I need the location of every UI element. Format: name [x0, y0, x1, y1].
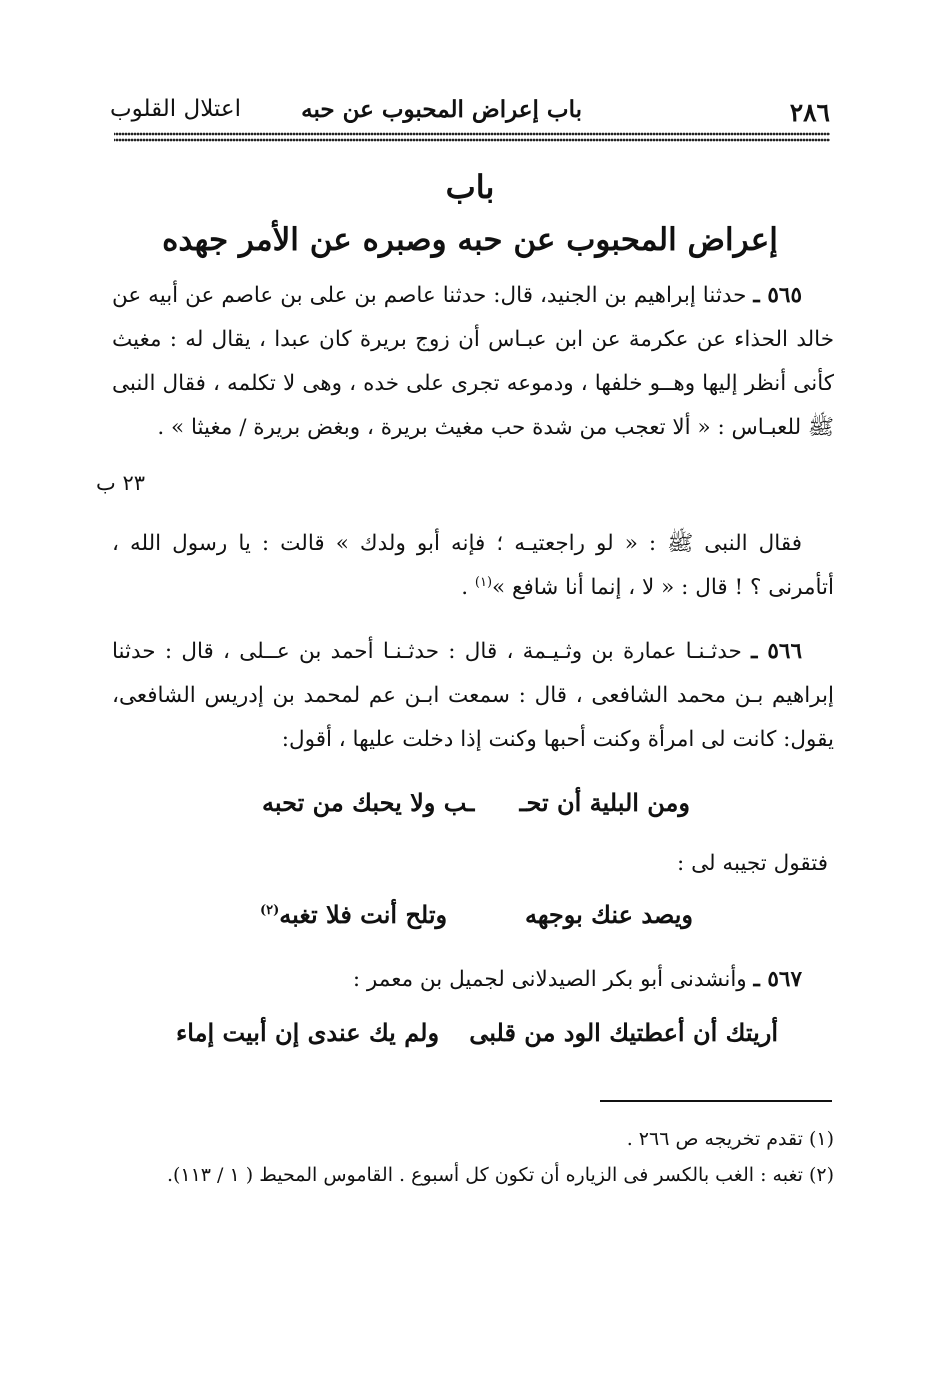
running-head — [110, 96, 830, 130]
hadith-number: ٥٦٥ ـ — [753, 283, 802, 308]
paragraph-567 — [112, 958, 834, 1002]
verse-1-first-hemistich: ومن البلية أن تحـ — [519, 788, 690, 817]
running-head-book-title: اعتلال القلوب — [110, 96, 241, 122]
verse-1-second-hemistich: ـب ولا يحبك من تحبه — [262, 788, 475, 817]
hadith-number: ٥٦٧ ـ — [753, 967, 802, 992]
verse-2-first-hemistich: ويصد عنك بوجهه — [524, 900, 693, 929]
footnote-mark: (٢) — [260, 903, 280, 918]
chapter-title: إعراض المحبوب عن حبه وصبره عن الأمر جهده — [162, 222, 778, 258]
footnote-1: (١) تقدم تخريجه ص ٢٦٦ . — [626, 1128, 834, 1150]
header-ornamental-rule — [114, 131, 830, 143]
hadith-number: ٥٦٦ ـ — [751, 639, 802, 664]
verse-2-second-hemistich — [260, 900, 447, 929]
footnote-separator — [600, 1100, 832, 1102]
paragraph-566 — [112, 630, 834, 762]
footnote-mark: (١) — [474, 574, 493, 590]
paragraph-text: فقال النبى ﷺ : « لو راجعتيـه ؛ فإنه أبو ولدك » قالت : يا رسول الله ، أتأمرنى ؟ ! قال : « لا ، إنما أنا شافع » — [112, 531, 834, 600]
verse-3-first-hemistich: أريتك أن أعطتيك الود من قلبى — [469, 1018, 778, 1047]
verse-text: وتلح أنت فلا تغبه — [279, 900, 448, 929]
page-number: ٢٨٦ — [789, 98, 830, 127]
paragraph-text: وأنشدنى أبو بكر الصيدلانى لجميل بن معمر : — [352, 967, 747, 992]
footnote-2: (٢) تغبه : الغب بالكسر فى الزياره أن تكون كل أسبوع . القاموس المحيط ( ١ / ١١٣). — [166, 1164, 834, 1186]
paragraph-text: حدثنا إبراهيم بن الجنيد، قال: حدثنا عاصم بن على بن عاصم عن أبيه عن خالد الحذاء عن عكرمة عن ابن عبـاس أن زوج بريرة كان عبدا ، يقال له : مغيث كأنى أنظر إليها وهــو خلفها ، ودموعه تجرى على خده ، وهى لا تكلمه ، فقال النبى ﷺ للعبـاس : « ألا تعجب من شدة حب مغيث بريرة ، وبغض بريرة / مغيثا » . — [112, 283, 834, 440]
running-head-chapter: باب إعراض المحبوب عن حبه — [301, 96, 582, 123]
paragraph-end: . — [461, 575, 475, 600]
paragraph-text: حدثـنـا عمارة بن وثـيـمة ، قال : حدثـنـا أحمد بن عــلى ، قال : حدثنا إبراهيم بـن محمد الشافعى ، قال : سمعت ابـن عم لمحمد بن إدريس الشافعى، يقول: كانت لى امرأة وكنت أحبها وكنت إذا دخلت عليها ، أقول: — [112, 639, 834, 752]
paragraph-565 — [112, 274, 834, 450]
verse-3-second-hemistich: ولم يك عندى إن أبيت إماء — [176, 1018, 440, 1047]
chapter-title-word: باب — [445, 168, 495, 206]
manuscript-folio-ref: ٢٣ ب — [96, 471, 146, 495]
interlude-line: فتقول تجيبه لى : — [677, 851, 828, 876]
paragraph-565-continued — [112, 522, 834, 610]
